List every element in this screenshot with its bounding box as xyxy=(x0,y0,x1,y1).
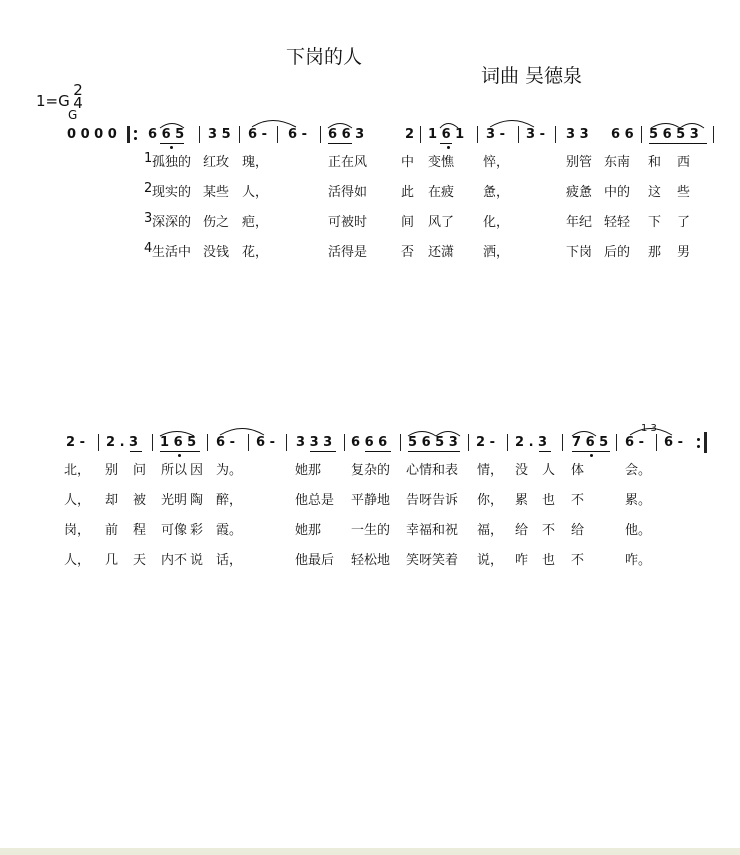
lyric: 红玫 xyxy=(203,155,230,170)
lyric: 人， xyxy=(242,185,269,200)
lyric: 东南 xyxy=(604,155,631,170)
lyric: 情， xyxy=(477,463,504,478)
lyric: 还潇 xyxy=(428,245,455,260)
lyric: 复杂的 xyxy=(351,463,391,478)
lyric: 没钱 xyxy=(203,245,230,260)
lyric: 程 xyxy=(133,523,147,538)
lyric: 她那 xyxy=(295,463,322,478)
measure-note: 6 - xyxy=(625,435,644,450)
lyric: 不 xyxy=(571,553,585,568)
lyric: 疲惫 xyxy=(566,185,593,200)
lyric: 咋 xyxy=(515,553,529,568)
song-title: 下岗的人 xyxy=(286,46,363,68)
lyric: 话， xyxy=(216,553,243,568)
lyric: 前 xyxy=(105,523,119,538)
lyric: 给 xyxy=(571,523,585,538)
lyric: 悴， xyxy=(483,155,510,170)
slur xyxy=(680,124,704,129)
lyric: 天 xyxy=(133,553,147,568)
lyric: 内不 xyxy=(161,553,188,568)
lyric: 些 xyxy=(677,185,691,200)
lyric: 也 xyxy=(542,493,556,508)
lyric: 别 xyxy=(105,463,119,478)
lyric: 此 xyxy=(401,185,415,200)
grace-notes: 1 3 xyxy=(641,423,657,434)
measure-note: 3 - xyxy=(526,127,545,142)
tie xyxy=(252,121,296,128)
lyric: 下岗 xyxy=(566,245,593,260)
lyric: 人， xyxy=(64,493,91,508)
lyric: 轻松地 xyxy=(351,553,391,568)
slur xyxy=(572,432,596,437)
lyric: 年纪 xyxy=(566,215,593,230)
lyric: 不 xyxy=(542,523,556,538)
slur xyxy=(651,124,680,129)
tie xyxy=(490,121,534,128)
lyric: 他总是 xyxy=(295,493,335,508)
lyric: 说， xyxy=(477,553,504,568)
verse-number: 4 xyxy=(144,241,153,256)
lyric: 岗， xyxy=(64,523,91,538)
lyric: 你， xyxy=(477,493,504,508)
lyric: 孤独的 xyxy=(152,155,192,170)
lyric: 也 xyxy=(542,553,556,568)
lyric: 活得是 xyxy=(328,245,368,260)
measure-note: 3 3 xyxy=(566,127,589,142)
lyric: 变憔 xyxy=(428,155,455,170)
lyric: 中 xyxy=(401,155,415,170)
measure-note: 5 6 5 3 xyxy=(649,127,699,142)
measure-note: 2 - xyxy=(66,435,85,450)
lyric: 了 xyxy=(677,215,691,230)
slur xyxy=(440,124,458,129)
lyric: 福， xyxy=(477,523,504,538)
measure-note: 6 - xyxy=(288,127,307,142)
lyric: 那 xyxy=(648,245,662,260)
measure-note: 1 6 5 xyxy=(160,435,197,450)
lyric: 却 xyxy=(105,493,119,508)
lyric: 平静地 xyxy=(351,493,391,508)
key-mark: G xyxy=(68,108,78,122)
lyric: 光明 xyxy=(161,493,188,508)
tie xyxy=(220,429,264,436)
measure-note: 6 - xyxy=(216,435,235,450)
lyric: 惫， xyxy=(483,185,510,200)
lyric: 可像 xyxy=(161,523,188,538)
slur xyxy=(160,124,184,129)
lyric: 霞。 xyxy=(216,523,243,538)
key-signature: 1=G xyxy=(36,92,70,110)
lyric: 洒， xyxy=(483,245,510,260)
lyric: 为。 xyxy=(216,463,243,478)
measure-note: 6 6 3 xyxy=(328,127,365,142)
tie xyxy=(630,429,672,436)
lyric: 因 xyxy=(190,463,204,478)
lyric: 化， xyxy=(483,215,510,230)
lyric: 所以 xyxy=(161,463,188,478)
measure-note: 6 - xyxy=(664,435,683,450)
lyric: 问 xyxy=(133,463,147,478)
lyric: 和 xyxy=(648,155,662,170)
lyric: 深深的 xyxy=(152,215,192,230)
lyric: 人 xyxy=(542,463,556,478)
lyric: 西 xyxy=(677,155,691,170)
lyric: 风了 xyxy=(428,215,455,230)
verse-number: 1 xyxy=(144,151,153,166)
lyric: 心情和表 xyxy=(406,463,459,478)
lyric: 她那 xyxy=(295,523,322,538)
time-signature-bottom: 4 xyxy=(73,94,83,112)
lyric: 会。 xyxy=(625,463,652,478)
verse-number: 3 xyxy=(144,211,153,226)
lyric: 几 xyxy=(105,553,119,568)
lyric: 这 xyxy=(648,185,662,200)
lyric: 可被时 xyxy=(328,215,368,230)
measure-note: 3 5 xyxy=(208,127,231,142)
lyric: 人， xyxy=(64,553,91,568)
lyric: 告呀告诉 xyxy=(406,493,459,508)
measure-note: 2 - xyxy=(476,435,495,450)
lyric: 不 xyxy=(571,493,585,508)
measure-note: 7 6 5 xyxy=(572,435,609,450)
composer-credit: 词曲 吴德泉 xyxy=(481,65,583,87)
lyric: 伤之 xyxy=(203,215,230,230)
lyric: 在疲 xyxy=(428,185,455,200)
slur xyxy=(436,432,460,437)
lyric: 中的 xyxy=(604,185,631,200)
lyric: 北， xyxy=(64,463,91,478)
lyric: 别管 xyxy=(566,155,593,170)
lyric: 醉， xyxy=(216,493,243,508)
lyric: 幸福和祝 xyxy=(406,523,459,538)
measure-note: 6 6 xyxy=(611,127,634,142)
lyric: 疤， xyxy=(242,215,269,230)
lyric: 下 xyxy=(648,215,662,230)
time-signature-top: 2 xyxy=(73,81,83,99)
lyric: 活得如 xyxy=(328,185,368,200)
slur xyxy=(408,432,436,437)
lyric: 轻轻 xyxy=(604,215,631,230)
lyric: 累 xyxy=(515,493,529,508)
lyric: 某些 xyxy=(203,185,230,200)
measure-note: 6 - xyxy=(248,127,267,142)
measure-note: 6 6 6 xyxy=(351,435,388,450)
lyric: 花， xyxy=(242,245,269,260)
lyric: 瑰， xyxy=(242,155,269,170)
measure-note: 3 3 3 xyxy=(296,435,333,450)
measure-note: 6 6 5 xyxy=(148,127,185,142)
lyric: 被 xyxy=(133,493,147,508)
lyric: 他最后 xyxy=(295,553,335,568)
bottom-strip xyxy=(0,848,740,855)
lyric: 现实的 xyxy=(152,185,192,200)
lyric: 一生的 xyxy=(351,523,391,538)
lyric: 笑呀笑着 xyxy=(406,553,459,568)
measure-note: 0 0 0 0 xyxy=(67,127,117,142)
measure-note: 2 . 3 xyxy=(106,435,139,450)
lyric: 男 xyxy=(677,245,691,260)
measure-note: 3 - xyxy=(486,127,505,142)
lyric: 说 xyxy=(190,553,204,568)
measure-note: 6 - xyxy=(256,435,275,450)
slur xyxy=(328,124,352,129)
lyric: 彩 xyxy=(190,523,204,538)
measure-note: 2 xyxy=(405,127,415,142)
measure-note: 1 6 1 xyxy=(428,127,465,142)
slur xyxy=(160,432,194,437)
lyric: 生活中 xyxy=(152,245,192,260)
lyric: 间 xyxy=(401,215,415,230)
measure-note: 5 6 5 3 xyxy=(408,435,458,450)
lyric: 后的 xyxy=(604,245,631,260)
lyric: 体 xyxy=(571,463,585,478)
verse-number: 2 xyxy=(144,181,153,196)
lyric: 他。 xyxy=(625,523,652,538)
lyric: 咋。 xyxy=(625,553,652,568)
lyric: 累。 xyxy=(625,493,652,508)
lyric: 正在风 xyxy=(328,155,368,170)
measure-note: 2 . 3 xyxy=(515,435,548,450)
lyric: 否 xyxy=(401,245,415,260)
lyric: 没 xyxy=(515,463,529,478)
lyric: 陶 xyxy=(190,493,204,508)
lyric: 给 xyxy=(515,523,529,538)
